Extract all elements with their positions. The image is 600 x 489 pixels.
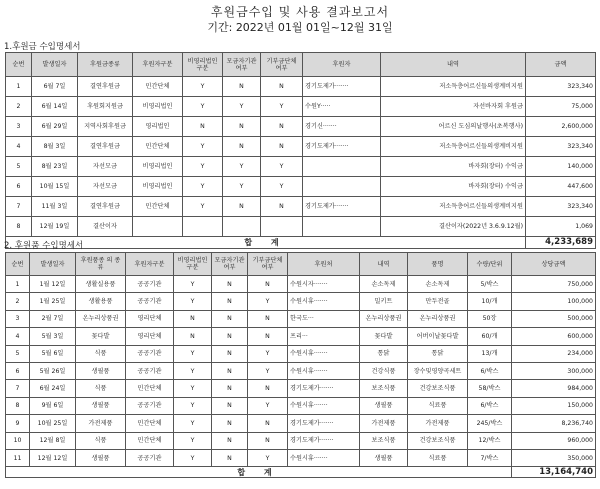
table-cell: N	[174, 310, 212, 327]
table-cell: 9월 6일	[30, 397, 76, 414]
table-cell: 6/박스	[468, 397, 512, 414]
table-row	[6, 449, 596, 466]
table-cell: 온누리상품권	[360, 310, 408, 327]
table-cell: 1월 25일	[30, 293, 76, 310]
table-cell: 75,000	[526, 97, 596, 117]
column-header: 후원처	[288, 253, 360, 276]
table-row	[6, 276, 596, 293]
table-cell: N	[223, 77, 261, 97]
table-row	[6, 432, 596, 449]
table-cell: 온누리상품권	[408, 310, 468, 327]
table-cell: 수원Y·····	[303, 97, 381, 117]
table-cell: 7	[6, 197, 32, 217]
table-cell: 식료품	[408, 397, 468, 414]
table-cell: N	[261, 137, 303, 157]
table-cell: 6월 24일	[30, 380, 76, 397]
table-cell: 경기도제가·······	[288, 432, 360, 449]
table-row	[6, 217, 596, 237]
table-cell: 민간단체	[133, 137, 183, 157]
table-cell: N	[212, 449, 248, 466]
table-cell: N	[261, 117, 303, 137]
table-cell: Y	[183, 97, 223, 117]
table-cell: 영리법인	[133, 117, 183, 137]
table-cell: N	[212, 276, 248, 293]
table-cell: 5월 6일	[30, 345, 76, 362]
table-cell: 민간단체	[133, 197, 183, 217]
table-cell: 수원시휴·······	[288, 449, 360, 466]
table-cell: 영리단체	[126, 310, 174, 327]
total-label: 합 계	[6, 237, 526, 249]
column-header: 후원자구분	[133, 53, 183, 77]
table-cell	[133, 217, 183, 237]
total-label: 합 계	[6, 467, 512, 478]
table-cell: Y	[174, 380, 212, 397]
table-cell: 6월 29일	[32, 117, 78, 137]
table-cell: 2월 7일	[30, 310, 76, 327]
column-header: 수량/단위	[468, 253, 512, 276]
table-row	[6, 328, 596, 345]
table-cell: 건강식품	[360, 362, 408, 379]
table-cell: Y	[174, 432, 212, 449]
table-cell: Y	[183, 197, 223, 217]
table-cell: 자선바자회 후원금	[381, 97, 526, 117]
table-cell: Y	[261, 177, 303, 197]
table-cell: 결산이자	[78, 217, 133, 237]
table-cell: N	[212, 397, 248, 414]
table-cell: 손소독제	[360, 276, 408, 293]
table-cell: 5	[6, 157, 32, 177]
table-cell: 5월 26일	[30, 362, 76, 379]
table-cell: 통닭	[408, 345, 468, 362]
table-cell: 지역사회후원금	[78, 117, 133, 137]
table-cell: 245/박스	[468, 415, 512, 432]
table-cell: 2	[6, 97, 32, 117]
table-cell: Y	[223, 97, 261, 117]
table-cell: N	[248, 328, 288, 345]
table-cell: 13/개	[468, 345, 512, 362]
table-row	[6, 345, 596, 362]
table-cell: 생필품	[360, 449, 408, 466]
table-cell: 비영리법인	[133, 177, 183, 197]
table-cell: 건강보조식품	[408, 380, 468, 397]
report-period: 기간: 2022년 01월 01일~12월 31일	[207, 21, 393, 34]
table-row	[6, 397, 596, 414]
table-cell: 12월 19일	[32, 217, 78, 237]
total-row	[6, 237, 596, 249]
table-cell: Y	[248, 397, 288, 414]
table-cell: 비영리법인	[133, 157, 183, 177]
goods-income-table	[5, 252, 596, 478]
table-cell: 생필품	[76, 362, 126, 379]
table-cell: 5/박스	[468, 276, 512, 293]
table-row	[6, 137, 596, 157]
table-cell: 5	[6, 345, 30, 362]
column-header: 순번	[6, 53, 32, 77]
table-cell: 경기신·······	[303, 117, 381, 137]
table-cell: 350,000	[512, 449, 596, 466]
table-cell: 결연후원금	[78, 197, 133, 217]
column-header: 후원자구분	[126, 253, 174, 276]
table-cell: 한국도···	[288, 310, 360, 327]
table-cell: N	[223, 137, 261, 157]
table-cell: 수원시휴·······	[288, 397, 360, 414]
table-cell: 12월 12일	[30, 449, 76, 466]
table-cell: 밀키트	[360, 293, 408, 310]
column-header: 비영리법인 구분	[183, 53, 223, 77]
table-cell: 경기도제가·······	[303, 197, 381, 217]
table-cell: 경기도제가·······	[288, 415, 360, 432]
table-cell: N	[223, 117, 261, 137]
table-cell: N	[212, 380, 248, 397]
table-cell: 323,340	[526, 77, 596, 97]
table-cell: 생활실용품	[76, 276, 126, 293]
table-cell: 수원시휴·······	[288, 345, 360, 362]
table-cell: 3	[6, 310, 30, 327]
table-cell: 8	[6, 217, 32, 237]
table-cell: N	[212, 293, 248, 310]
table-cell: Y	[183, 137, 223, 157]
table-cell: 12/박스	[468, 432, 512, 449]
table-cell: 결연후원금	[78, 137, 133, 157]
table-cell: 저소득층어르신들의생계비지원	[381, 197, 526, 217]
table-cell	[303, 217, 381, 237]
table-row	[6, 157, 596, 177]
table-row	[6, 117, 596, 137]
table-cell: 1	[6, 77, 32, 97]
table-cell: 10월 25일	[30, 415, 76, 432]
table-cell: N	[212, 432, 248, 449]
table-cell: 건강보조식품	[408, 432, 468, 449]
table-cell: 11월 3일	[32, 197, 78, 217]
table-cell: 생필품	[76, 449, 126, 466]
table-cell: 저소득층어르신들의생계비지원	[381, 77, 526, 97]
table-cell: 식품	[76, 432, 126, 449]
column-header: 모금자기관 여부	[223, 53, 261, 77]
column-header: 기부금단체 여부	[248, 253, 288, 276]
table-cell	[261, 217, 303, 237]
column-header: 후원자	[303, 53, 381, 77]
table-row	[6, 310, 596, 327]
table-cell: 4	[6, 328, 30, 345]
table-cell: Y	[248, 293, 288, 310]
table-cell: 323,340	[526, 137, 596, 157]
table-cell: 수원시자·······	[288, 276, 360, 293]
table-cell: 7/박스	[468, 449, 512, 466]
table-cell: Y	[174, 293, 212, 310]
column-header: 모금자기관 여부	[212, 253, 248, 276]
table-cell: Y	[183, 77, 223, 97]
table-header-row	[6, 53, 596, 77]
table-cell: 식품	[76, 345, 126, 362]
table-row	[6, 197, 596, 217]
table-cell: N	[248, 310, 288, 327]
table-cell: 온누리상품권	[76, 310, 126, 327]
table-cell: 가전제품	[360, 415, 408, 432]
table-cell: Y	[248, 345, 288, 362]
table-cell: 보조식품	[360, 432, 408, 449]
table-cell: 공공기관	[126, 345, 174, 362]
table-cell: Y	[183, 157, 223, 177]
table-cell: 8	[6, 397, 30, 414]
table-cell: 100,000	[512, 293, 596, 310]
column-header: 후원품종 의 종류	[76, 253, 126, 276]
table-row	[6, 77, 596, 97]
table-cell: 만두전골	[408, 293, 468, 310]
table-cell: Y	[174, 345, 212, 362]
table-cell: Y	[223, 157, 261, 177]
table-cell: 꽃다발	[360, 328, 408, 345]
column-header: 발생일자	[32, 53, 78, 77]
table-cell: Y	[248, 362, 288, 379]
table-cell: Y	[174, 276, 212, 293]
column-header: 금액	[526, 53, 596, 77]
column-header: 상당금액	[512, 253, 596, 276]
table-cell: 자선모금	[78, 157, 133, 177]
table-cell: Y	[261, 157, 303, 177]
table-cell: 민간단체	[126, 415, 174, 432]
table-cell: N	[183, 117, 223, 137]
table-row	[6, 380, 596, 397]
table-cell: N	[248, 380, 288, 397]
table-cell: 9	[6, 415, 30, 432]
total-value: 13,164,740	[512, 467, 596, 478]
donation-income-table	[5, 52, 596, 249]
table-cell: 프리···	[288, 328, 360, 345]
table-cell: N	[212, 345, 248, 362]
total-row	[6, 467, 596, 478]
table-cell: 바자회(장터) 수익금	[381, 157, 526, 177]
table-cell: 2,600,000	[526, 117, 596, 137]
total-value: 4,233,689	[526, 237, 596, 249]
table-cell: 6	[6, 362, 30, 379]
table-row	[6, 97, 596, 117]
table-cell: 140,000	[526, 157, 596, 177]
table-cell: 750,000	[512, 276, 596, 293]
table-cell: 어르신 도심의날행사(초복행사)	[381, 117, 526, 137]
table-cell: 58/박스	[468, 380, 512, 397]
table-cell: 6월 7일	[32, 77, 78, 97]
table-cell: 50장	[468, 310, 512, 327]
table-cell: 꽃다발	[76, 328, 126, 345]
table-cell: 447,600	[526, 177, 596, 197]
table-cell: N	[212, 328, 248, 345]
table-cell: 경기도제가·······	[303, 77, 381, 97]
table-cell: 보조식품	[360, 380, 408, 397]
table-cell: 생필품	[360, 397, 408, 414]
table-cell: 경기도제가·······	[288, 380, 360, 397]
table-cell: 수원시휴·······	[288, 362, 360, 379]
table-cell: N	[212, 362, 248, 379]
column-header: 내역	[381, 53, 526, 77]
section2-heading: 2. 후원품 수입명세서	[4, 241, 84, 251]
table-cell: N	[174, 328, 212, 345]
table-cell: 3	[6, 117, 32, 137]
table-cell: N	[212, 415, 248, 432]
table-cell: N	[261, 197, 303, 217]
table-cell: Y	[183, 177, 223, 197]
section1-heading: 1.후원금 수입명세서	[4, 42, 81, 52]
table-cell: 후원회지원금	[78, 97, 133, 117]
table-cell: 11	[6, 449, 30, 466]
table-cell: 생필품	[76, 397, 126, 414]
table-cell: 결산이자(2022년 3.6.9.12월)	[381, 217, 526, 237]
table-cell: 6/박스	[468, 362, 512, 379]
table-cell: 8월 3일	[32, 137, 78, 157]
table-cell: N	[248, 415, 288, 432]
table-cell: 984,000	[512, 380, 596, 397]
table-cell: 7	[6, 380, 30, 397]
table-cell: 통닭	[360, 345, 408, 362]
table-cell: 150,000	[512, 397, 596, 414]
report-title: 후원금수입 및 사용 결과보고서	[210, 5, 390, 19]
table-cell: 식품	[76, 380, 126, 397]
table-cell: 10/개	[468, 293, 512, 310]
table-cell: 10월 15일	[32, 177, 78, 197]
table-cell: N	[248, 276, 288, 293]
table-cell: 6월 14일	[32, 97, 78, 117]
table-cell: 민간단체	[126, 432, 174, 449]
table-cell: 6	[6, 177, 32, 197]
table-cell: N	[261, 77, 303, 97]
table-cell: 60/개	[468, 328, 512, 345]
table-cell: 10	[6, 432, 30, 449]
table-cell: 손소독제	[408, 276, 468, 293]
table-row	[6, 362, 596, 379]
table-cell: N	[212, 310, 248, 327]
table-cell: 식료품	[408, 449, 468, 466]
table-cell: 600,000	[512, 328, 596, 345]
table-cell: 1월 12일	[30, 276, 76, 293]
table-header-row	[6, 253, 596, 276]
table-cell: 500,000	[512, 310, 596, 327]
table-cell: Y	[174, 415, 212, 432]
table-cell: 바자회(장터) 수익금	[381, 177, 526, 197]
table-cell: N	[223, 197, 261, 217]
table-cell: Y	[261, 97, 303, 117]
column-header: 비영리법인 구분	[174, 253, 212, 276]
table-cell: 어버이날꽃다발	[408, 328, 468, 345]
table-cell: 323,340	[526, 197, 596, 217]
table-cell: 비영리법인	[133, 97, 183, 117]
table-cell: 공공기관	[126, 397, 174, 414]
table-cell: 경기도제가·······	[303, 137, 381, 157]
table-cell: Y	[248, 449, 288, 466]
column-header: 내역	[360, 253, 408, 276]
table-cell: 1	[6, 276, 30, 293]
table-cell: 결연후원금	[78, 77, 133, 97]
table-cell: 가전제품	[76, 415, 126, 432]
table-cell: 960,000	[512, 432, 596, 449]
table-cell: 2	[6, 293, 30, 310]
table-cell: Y	[223, 177, 261, 197]
table-cell: Y	[174, 397, 212, 414]
table-cell	[183, 217, 223, 237]
table-cell: 민간단체	[126, 380, 174, 397]
table-cell: 234,000	[512, 345, 596, 362]
table-cell: 저소득층어르신들의생계비지원	[381, 137, 526, 157]
table-cell: 8,236,740	[512, 415, 596, 432]
table-cell: Y	[174, 362, 212, 379]
table-cell: 공공기관	[126, 362, 174, 379]
column-header: 발생일자	[30, 253, 76, 276]
column-header: 후원금종류	[78, 53, 133, 77]
table-cell: 가전제품	[408, 415, 468, 432]
table-cell: Y	[174, 449, 212, 466]
table-cell: 1,069	[526, 217, 596, 237]
column-header: 품명	[408, 253, 468, 276]
table-cell: 공공기관	[126, 449, 174, 466]
table-row	[6, 293, 596, 310]
table-cell: 5월 3일	[30, 328, 76, 345]
column-header: 기부금단체 여부	[261, 53, 303, 77]
column-header: 순번	[6, 253, 30, 276]
table-cell: 영리단체	[126, 328, 174, 345]
table-row	[6, 177, 596, 197]
table-cell: N	[248, 432, 288, 449]
table-cell: 자선모금	[78, 177, 133, 197]
table-cell: 수원시휴·······	[288, 293, 360, 310]
table-cell: 8월 23일	[32, 157, 78, 177]
table-cell: 12월 8일	[30, 432, 76, 449]
table-cell: 장수및영양곡세트	[408, 362, 468, 379]
table-cell: 민간단체	[133, 77, 183, 97]
table-cell: 생활용품	[76, 293, 126, 310]
table-cell	[303, 177, 381, 197]
table-cell: 공공기관	[126, 276, 174, 293]
table-cell: 4	[6, 137, 32, 157]
table-cell: 공공기관	[126, 293, 174, 310]
table-cell	[303, 157, 381, 177]
table-cell	[223, 217, 261, 237]
table-row	[6, 415, 596, 432]
table-cell: 300,000	[512, 362, 596, 379]
